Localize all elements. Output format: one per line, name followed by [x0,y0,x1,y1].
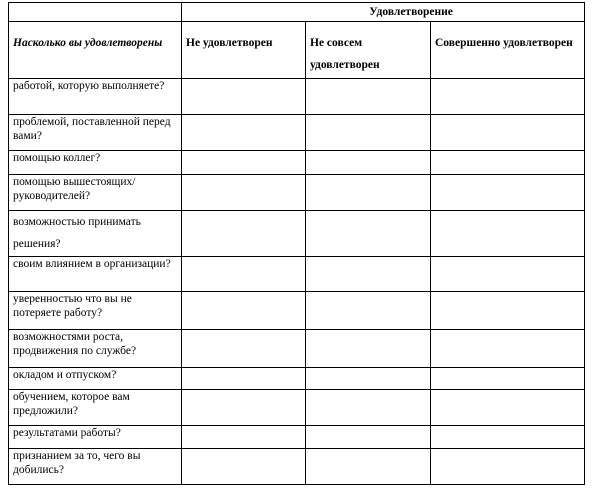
answer-cell-not-satisfied[interactable] [182,211,306,257]
answer-cell-fully-satisfied[interactable] [431,151,585,175]
question-label: возможностями роста, продвижения по службе? [9,330,182,368]
answer-cell-not-satisfied[interactable] [182,115,306,151]
answer-cell-partly-satisfied[interactable] [306,79,431,115]
answer-cell-not-satisfied[interactable] [182,368,306,390]
answer-cell-fully-satisfied[interactable] [431,292,585,330]
table-row [9,115,585,151]
answer-cell-fully-satisfied[interactable] [431,211,585,257]
answer-cell-partly-satisfied[interactable] [306,449,431,485]
answer-cell-not-satisfied[interactable] [182,390,306,426]
answer-cell-not-satisfied[interactable] [182,151,306,175]
answer-cell-fully-satisfied[interactable] [431,79,585,115]
question-label: обучением, которое вам предложили? [9,390,182,426]
question-label: проблемой, поставленной перед вами? [9,115,182,151]
answer-cell-not-satisfied[interactable] [182,449,306,485]
question-label: уверенностью что вы не потеряете работу? [9,292,182,330]
table-row [9,368,585,390]
table-row [9,257,585,292]
question-label: возможностью принимать решения? [9,211,182,257]
question-label: признанием за то, чего вы добились? [9,449,182,485]
answer-cell-fully-satisfied[interactable] [431,257,585,292]
answer-cell-not-satisfied[interactable] [182,79,306,115]
question-label: работой, которую выполняете? [9,79,182,115]
table-row [9,175,585,211]
table-row [9,79,585,115]
question-label: помощью коллег? [9,151,182,175]
question-label: своим влиянием в организации? [9,257,182,292]
option-header-fully-satisfied: Совершенно удовлетворен [431,22,585,79]
answer-cell-partly-satisfied[interactable] [306,330,431,368]
answer-cell-fully-satisfied[interactable] [431,175,585,211]
answer-cell-not-satisfied[interactable] [182,175,306,211]
table-row [9,330,585,368]
answer-cell-fully-satisfied[interactable] [431,449,585,485]
answer-cell-partly-satisfied[interactable] [306,257,431,292]
answer-cell-partly-satisfied[interactable] [306,368,431,390]
empty-corner-cell [9,3,182,22]
question-label: результатами работы? [9,426,182,449]
satisfaction-survey-table [8,2,585,485]
answer-cell-partly-satisfied[interactable] [306,175,431,211]
answer-cell-not-satisfied[interactable] [182,426,306,449]
group-header-row [9,3,585,22]
option-header-partly-satisfied: Не совсем удовлетворен [306,22,431,79]
question-label: окладом и отпуском? [9,368,182,390]
satisfaction-group-header: Удовлетворение [182,3,585,22]
answer-cell-fully-satisfied[interactable] [431,426,585,449]
answer-cell-not-satisfied[interactable] [182,330,306,368]
answer-cell-fully-satisfied[interactable] [431,368,585,390]
table-row [9,151,585,175]
answer-cell-partly-satisfied[interactable] [306,151,431,175]
answer-cell-partly-satisfied[interactable] [306,115,431,151]
question-label: помощью вышестоящих/ руководителей? [9,175,182,211]
answer-cell-partly-satisfied[interactable] [306,292,431,330]
answer-cell-partly-satisfied[interactable] [306,390,431,426]
table-row [9,426,585,449]
table-row [9,449,585,485]
answer-cell-fully-satisfied[interactable] [431,115,585,151]
answer-cell-fully-satisfied[interactable] [431,330,585,368]
column-header-row [9,22,585,79]
table-row [9,292,585,330]
answer-cell-partly-satisfied[interactable] [306,211,431,257]
table-row [9,211,585,257]
question-column-header: Насколько вы удовлетворены [9,22,182,79]
table-row [9,390,585,426]
answer-cell-not-satisfied[interactable] [182,257,306,292]
answer-cell-not-satisfied[interactable] [182,292,306,330]
answer-cell-partly-satisfied[interactable] [306,426,431,449]
answer-cell-fully-satisfied[interactable] [431,390,585,426]
option-header-not-satisfied: Не удовлетворен [182,22,306,79]
